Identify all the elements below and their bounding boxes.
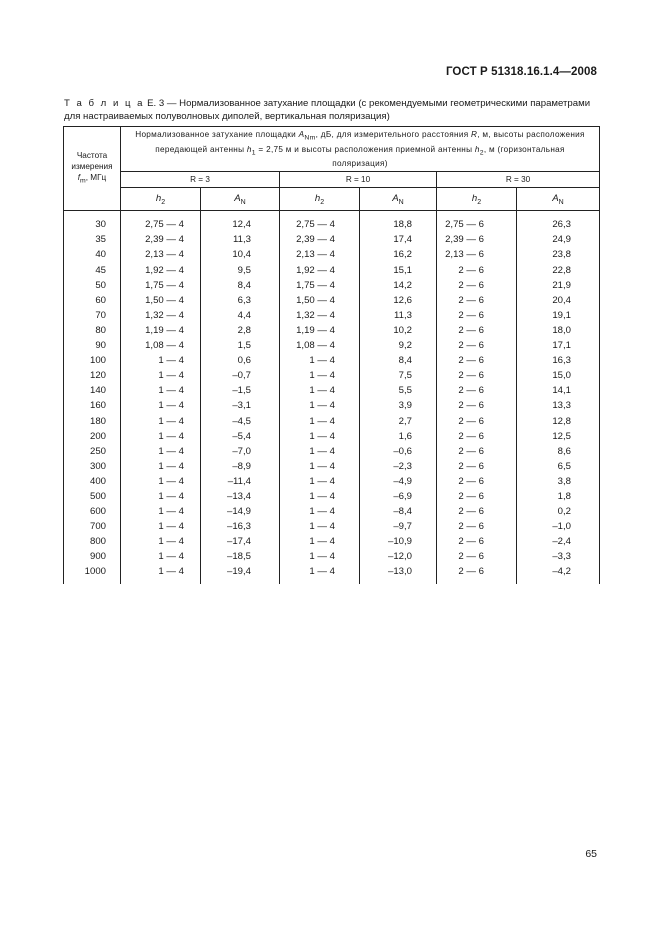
- table-row: [64, 308, 600, 323]
- frequency-cell: 160: [64, 398, 121, 413]
- frequency-cell: 40: [64, 247, 121, 262]
- subheader-an-r30: [517, 188, 600, 211]
- frequency-cell: 90: [64, 338, 121, 353]
- height-r3-cell: 1,08 — 4: [121, 338, 201, 353]
- height-r10-cell: 1,92 — 4: [280, 263, 360, 278]
- attenuation-r3-cell: –1,5: [201, 383, 280, 398]
- frequency-cell: 45: [64, 263, 121, 278]
- attenuation-r3-cell: –0,7: [201, 368, 280, 383]
- distance-header-r30: R = 30: [437, 172, 600, 188]
- table-row: [64, 474, 600, 489]
- frequency-cell: 200: [64, 429, 121, 444]
- height-r3-cell: 1 — 4: [121, 383, 201, 398]
- height-r30-cell: 2 — 6: [437, 489, 517, 504]
- height-r3-cell: 2,13 — 4: [121, 247, 201, 262]
- attenuation-r10-cell: 9,2: [360, 338, 437, 353]
- frequency-cell: 250: [64, 444, 121, 459]
- subheader-h-sub: 2: [320, 198, 325, 206]
- distance-header-r3: R = 3: [121, 172, 280, 188]
- frequency-cell: 400: [64, 474, 121, 489]
- desc-part3: , м, высоты расположения передающей антенны: [155, 130, 585, 154]
- height-r3-cell: 1 — 4: [121, 489, 201, 504]
- subheader-an-r3: [201, 188, 280, 211]
- subheader-h2-r3: [121, 188, 201, 211]
- height-r10-cell: 1,08 — 4: [280, 338, 360, 353]
- height-r10-cell: 2,39 — 4: [280, 232, 360, 247]
- table-row: [64, 278, 600, 293]
- subheader-a-sub: N: [558, 198, 564, 206]
- attenuation-r3-cell: 9,5: [201, 263, 280, 278]
- height-r30-cell: 2 — 6: [437, 534, 517, 549]
- table-row: [64, 211, 600, 233]
- attenuation-r3-cell: –8,9: [201, 459, 280, 474]
- attenuation-r3-cell: 6,3: [201, 293, 280, 308]
- frequency-cell: 700: [64, 519, 121, 534]
- table-row: [64, 519, 600, 534]
- height-r10-cell: 1 — 4: [280, 414, 360, 429]
- table-caption: [64, 97, 601, 123]
- height-r10-cell: 1,19 — 4: [280, 323, 360, 338]
- frequency-cell: 900: [64, 549, 121, 564]
- height-r3-cell: 1 — 4: [121, 414, 201, 429]
- table-row: [64, 398, 600, 413]
- height-r30-cell: 2,13 — 6: [437, 247, 517, 262]
- attenuation-r30-cell: 0,2: [517, 504, 600, 519]
- subheader-a-symbol: A: [392, 192, 399, 204]
- height-r3-cell: 1 — 4: [121, 459, 201, 474]
- attenuation-r10-cell: –13,0: [360, 564, 437, 583]
- height-r3-cell: 1 — 4: [121, 534, 201, 549]
- frequency-header-line2: измерения: [71, 162, 113, 172]
- frequency-cell: 100: [64, 353, 121, 368]
- desc-a-symbol: A: [298, 130, 305, 139]
- attenuation-r30-cell: 16,3: [517, 353, 600, 368]
- desc-a-sub: Nm: [304, 134, 316, 142]
- distance-header-r10: R = 10: [280, 172, 437, 188]
- attenuation-r30-cell: 22,8: [517, 263, 600, 278]
- attenuation-r30-cell: 6,5: [517, 459, 600, 474]
- attenuation-r10-cell: –10,9: [360, 534, 437, 549]
- subheader-a-sub: N: [398, 198, 404, 206]
- table-body: [64, 211, 600, 584]
- subheader-h-symbol: h: [155, 192, 162, 204]
- height-r3-cell: 1,50 — 4: [121, 293, 201, 308]
- height-r30-cell: 2,39 — 6: [437, 232, 517, 247]
- subheader-h-symbol: h: [314, 192, 321, 204]
- height-r30-cell: 2 — 6: [437, 504, 517, 519]
- attenuation-r30-cell: –1,0: [517, 519, 600, 534]
- height-r10-cell: 1 — 4: [280, 429, 360, 444]
- height-r3-cell: 1 — 4: [121, 444, 201, 459]
- height-r3-cell: 1 — 4: [121, 353, 201, 368]
- attenuation-r3-cell: –18,5: [201, 549, 280, 564]
- frequency-cell: 80: [64, 323, 121, 338]
- table-row: [64, 459, 600, 474]
- attenuation-r30-cell: 12,8: [517, 414, 600, 429]
- frequency-header-line1: Частота: [76, 151, 108, 161]
- height-r3-cell: 1 — 4: [121, 504, 201, 519]
- desc-h2-sub: 2: [479, 149, 484, 157]
- height-r30-cell: 2,75 — 6: [437, 211, 517, 233]
- height-r30-cell: 2 — 6: [437, 338, 517, 353]
- attenuation-r3-cell: –14,9: [201, 504, 280, 519]
- table-row: [64, 323, 600, 338]
- attenuation-r10-cell: 11,3: [360, 308, 437, 323]
- attenuation-r30-cell: 1,8: [517, 489, 600, 504]
- height-r30-cell: 2 — 6: [437, 459, 517, 474]
- subheader-an-r10: [360, 188, 437, 211]
- height-r10-cell: 1 — 4: [280, 444, 360, 459]
- height-r3-cell: 2,39 — 4: [121, 232, 201, 247]
- height-r10-cell: 1 — 4: [280, 549, 360, 564]
- height-r10-cell: 1 — 4: [280, 504, 360, 519]
- frequency-cell: 300: [64, 459, 121, 474]
- attenuation-r10-cell: 8,4: [360, 353, 437, 368]
- frequency-cell: 70: [64, 308, 121, 323]
- height-r3-cell: 1,19 — 4: [121, 323, 201, 338]
- height-r10-cell: 1,32 — 4: [280, 308, 360, 323]
- height-r10-cell: 1 — 4: [280, 353, 360, 368]
- frequency-unit: , МГц: [85, 173, 107, 183]
- desc-h2-symbol: h: [474, 144, 480, 154]
- attenuation-r3-cell: 4,4: [201, 308, 280, 323]
- attenuation-r3-cell: –3,1: [201, 398, 280, 413]
- table-row: [64, 383, 600, 398]
- attenuation-r30-cell: 21,9: [517, 278, 600, 293]
- table-row: [64, 534, 600, 549]
- attenuation-r10-cell: –12,0: [360, 549, 437, 564]
- attenuation-r3-cell: 12,4: [201, 211, 280, 233]
- height-r10-cell: 1 — 4: [280, 534, 360, 549]
- subheader-h2-r10: [280, 188, 360, 211]
- attenuation-r3-cell: 8,4: [201, 278, 280, 293]
- attenuation-r10-cell: 14,2: [360, 278, 437, 293]
- caption-text-line1: — Нормализованное затухание площадки (с рекомендуемыми геометрическими параметрами: [166, 98, 591, 109]
- frequency-cell: 500: [64, 489, 121, 504]
- attenuation-r30-cell: 20,4: [517, 293, 600, 308]
- frequency-cell: 180: [64, 414, 121, 429]
- attenuation-r30-cell: 17,1: [517, 338, 600, 353]
- height-r3-cell: 1 — 4: [121, 474, 201, 489]
- frequency-cell: 600: [64, 504, 121, 519]
- attenuation-r30-cell: 23,8: [517, 247, 600, 262]
- height-r10-cell: 1 — 4: [280, 398, 360, 413]
- height-r3-cell: 1 — 4: [121, 564, 201, 583]
- attenuation-r10-cell: 18,8: [360, 211, 437, 233]
- height-r30-cell: 2 — 6: [437, 564, 517, 583]
- height-r3-cell: 1 — 4: [121, 368, 201, 383]
- frequency-cell: 120: [64, 368, 121, 383]
- attenuation-r10-cell: 2,7: [360, 414, 437, 429]
- attenuation-r3-cell: –4,5: [201, 414, 280, 429]
- attenuation-r3-cell: 2,8: [201, 323, 280, 338]
- table-row: [64, 232, 600, 247]
- subheader-a-symbol: A: [234, 192, 241, 204]
- desc-part5: , м (горизонтальная поляризация): [332, 144, 565, 169]
- caption-number: Е. 3: [147, 98, 165, 109]
- attenuation-r30-cell: 15,0: [517, 368, 600, 383]
- height-r30-cell: 2 — 6: [437, 549, 517, 564]
- height-r10-cell: 2,75 — 4: [280, 211, 360, 233]
- frequency-cell: 1000: [64, 564, 121, 583]
- attenuation-r3-cell: 0,6: [201, 353, 280, 368]
- frequency-cell: 60: [64, 293, 121, 308]
- height-r10-cell: 1 — 4: [280, 564, 360, 583]
- page-number: 65: [585, 848, 597, 860]
- attenuation-r3-cell: 1,5: [201, 338, 280, 353]
- height-r3-cell: 1 — 4: [121, 398, 201, 413]
- attenuation-r3-cell: –16,3: [201, 519, 280, 534]
- attenuation-r10-cell: 7,5: [360, 368, 437, 383]
- frequency-cell: 30: [64, 211, 121, 233]
- attenuation-r10-cell: 5,5: [360, 383, 437, 398]
- table-row: [64, 293, 600, 308]
- standard-designation: ГОСТ Р 51318.16.1.4—2008: [445, 66, 597, 78]
- caption-text-line2: для настраиваемых полуволновых диполей, вертикальная поляризация): [64, 111, 390, 122]
- height-r30-cell: 2 — 6: [437, 293, 517, 308]
- height-r3-cell: 1,32 — 4: [121, 308, 201, 323]
- height-r3-cell: 1,75 — 4: [121, 278, 201, 293]
- attenuation-r3-cell: –13,4: [201, 489, 280, 504]
- desc-h-symbol: h: [246, 144, 252, 154]
- attenuation-r10-cell: 15,1: [360, 263, 437, 278]
- attenuation-r10-cell: 3,9: [360, 398, 437, 413]
- height-r30-cell: 2 — 6: [437, 278, 517, 293]
- attenuation-r10-cell: 10,2: [360, 323, 437, 338]
- attenuation-r3-cell: –17,4: [201, 534, 280, 549]
- height-r10-cell: 1,75 — 4: [280, 278, 360, 293]
- attenuation-r3-cell: –19,4: [201, 564, 280, 583]
- attenuation-r3-cell: 11,3: [201, 232, 280, 247]
- table-row: [64, 489, 600, 504]
- table-row: [64, 338, 600, 353]
- attenuation-r10-cell: 12,6: [360, 293, 437, 308]
- attenuation-r10-cell: –8,4: [360, 504, 437, 519]
- subheader-a-sub: N: [240, 198, 246, 206]
- attenuation-r30-cell: 13,3: [517, 398, 600, 413]
- height-r30-cell: 2 — 6: [437, 429, 517, 444]
- table-row: [64, 549, 600, 564]
- height-r3-cell: 1 — 4: [121, 519, 201, 534]
- attenuation-r10-cell: 17,4: [360, 232, 437, 247]
- height-r3-cell: 2,75 — 4: [121, 211, 201, 233]
- desc-r-symbol: R: [471, 130, 478, 139]
- desc-h-sub: 1: [251, 149, 256, 157]
- caption-label: Т а б л и ц а: [64, 98, 145, 109]
- attenuation-r30-cell: 14,1: [517, 383, 600, 398]
- frequency-symbol-sub: m: [80, 177, 86, 185]
- height-r30-cell: 2 — 6: [437, 353, 517, 368]
- table-row: [64, 368, 600, 383]
- attenuation-r30-cell: 24,9: [517, 232, 600, 247]
- height-r30-cell: 2 — 6: [437, 368, 517, 383]
- height-r10-cell: 1 — 4: [280, 459, 360, 474]
- attenuation-r3-cell: –5,4: [201, 429, 280, 444]
- attenuation-r10-cell: –9,7: [360, 519, 437, 534]
- height-r30-cell: 2 — 6: [437, 444, 517, 459]
- subheader-h-symbol: h: [471, 192, 478, 204]
- attenuation-r30-cell: 3,8: [517, 474, 600, 489]
- desc-part1: Нормализованное затухание площадки: [135, 130, 299, 139]
- table-row: [64, 247, 600, 262]
- attenuation-r30-cell: 12,5: [517, 429, 600, 444]
- attenuation-table: [63, 126, 600, 584]
- height-r10-cell: 1 — 4: [280, 474, 360, 489]
- attenuation-r30-cell: 18,0: [517, 323, 600, 338]
- attenuation-r10-cell: 1,6: [360, 429, 437, 444]
- frequency-header: [64, 127, 121, 211]
- height-r30-cell: 2 — 6: [437, 308, 517, 323]
- attenuation-r10-cell: –0,6: [360, 444, 437, 459]
- frequency-cell: 140: [64, 383, 121, 398]
- table-row: [64, 504, 600, 519]
- height-r10-cell: 1 — 4: [280, 489, 360, 504]
- subheader-h2-r30: [437, 188, 517, 211]
- height-r30-cell: 2 — 6: [437, 263, 517, 278]
- table-row: [64, 564, 600, 583]
- subheader-a-symbol: A: [552, 192, 559, 204]
- attenuation-r10-cell: –6,9: [360, 489, 437, 504]
- table-row: [64, 429, 600, 444]
- attenuation-r30-cell: –4,2: [517, 564, 600, 583]
- height-r10-cell: 1,50 — 4: [280, 293, 360, 308]
- attenuation-r30-cell: –2,4: [517, 534, 600, 549]
- attenuation-r3-cell: 10,4: [201, 247, 280, 262]
- attenuation-r10-cell: –2,3: [360, 459, 437, 474]
- height-r3-cell: 1 — 4: [121, 549, 201, 564]
- table-row: [64, 263, 600, 278]
- attenuation-r30-cell: 8,6: [517, 444, 600, 459]
- height-r30-cell: 2 — 6: [437, 398, 517, 413]
- height-r10-cell: 1 — 4: [280, 519, 360, 534]
- attenuation-r30-cell: 19,1: [517, 308, 600, 323]
- attenuation-description-header: [121, 127, 600, 172]
- frequency-cell: 50: [64, 278, 121, 293]
- subheader-h-sub: 2: [477, 198, 482, 206]
- height-r10-cell: 1 — 4: [280, 368, 360, 383]
- desc-part4: = 2,75 м и высоты расположения приемной антенны: [255, 144, 475, 154]
- height-r30-cell: 2 — 6: [437, 519, 517, 534]
- frequency-symbol: f: [77, 173, 81, 183]
- desc-part2: , дБ, для измерительного расстояния: [315, 130, 472, 139]
- attenuation-r3-cell: –7,0: [201, 444, 280, 459]
- height-r30-cell: 2 — 6: [437, 323, 517, 338]
- height-r3-cell: 1,92 — 4: [121, 263, 201, 278]
- height-r3-cell: 1 — 4: [121, 429, 201, 444]
- frequency-cell: 800: [64, 534, 121, 549]
- height-r30-cell: 2 — 6: [437, 383, 517, 398]
- table-row: [64, 414, 600, 429]
- attenuation-r10-cell: –4,9: [360, 474, 437, 489]
- attenuation-r30-cell: 26,3: [517, 211, 600, 233]
- height-r30-cell: 2 — 6: [437, 474, 517, 489]
- subheader-h-sub: 2: [161, 198, 166, 206]
- attenuation-r30-cell: –3,3: [517, 549, 600, 564]
- table-row: [64, 444, 600, 459]
- height-r30-cell: 2 — 6: [437, 414, 517, 429]
- attenuation-r10-cell: 16,2: [360, 247, 437, 262]
- table-row: [64, 353, 600, 368]
- frequency-cell: 35: [64, 232, 121, 247]
- height-r10-cell: 1 — 4: [280, 383, 360, 398]
- height-r10-cell: 2,13 — 4: [280, 247, 360, 262]
- attenuation-r3-cell: –11,4: [201, 474, 280, 489]
